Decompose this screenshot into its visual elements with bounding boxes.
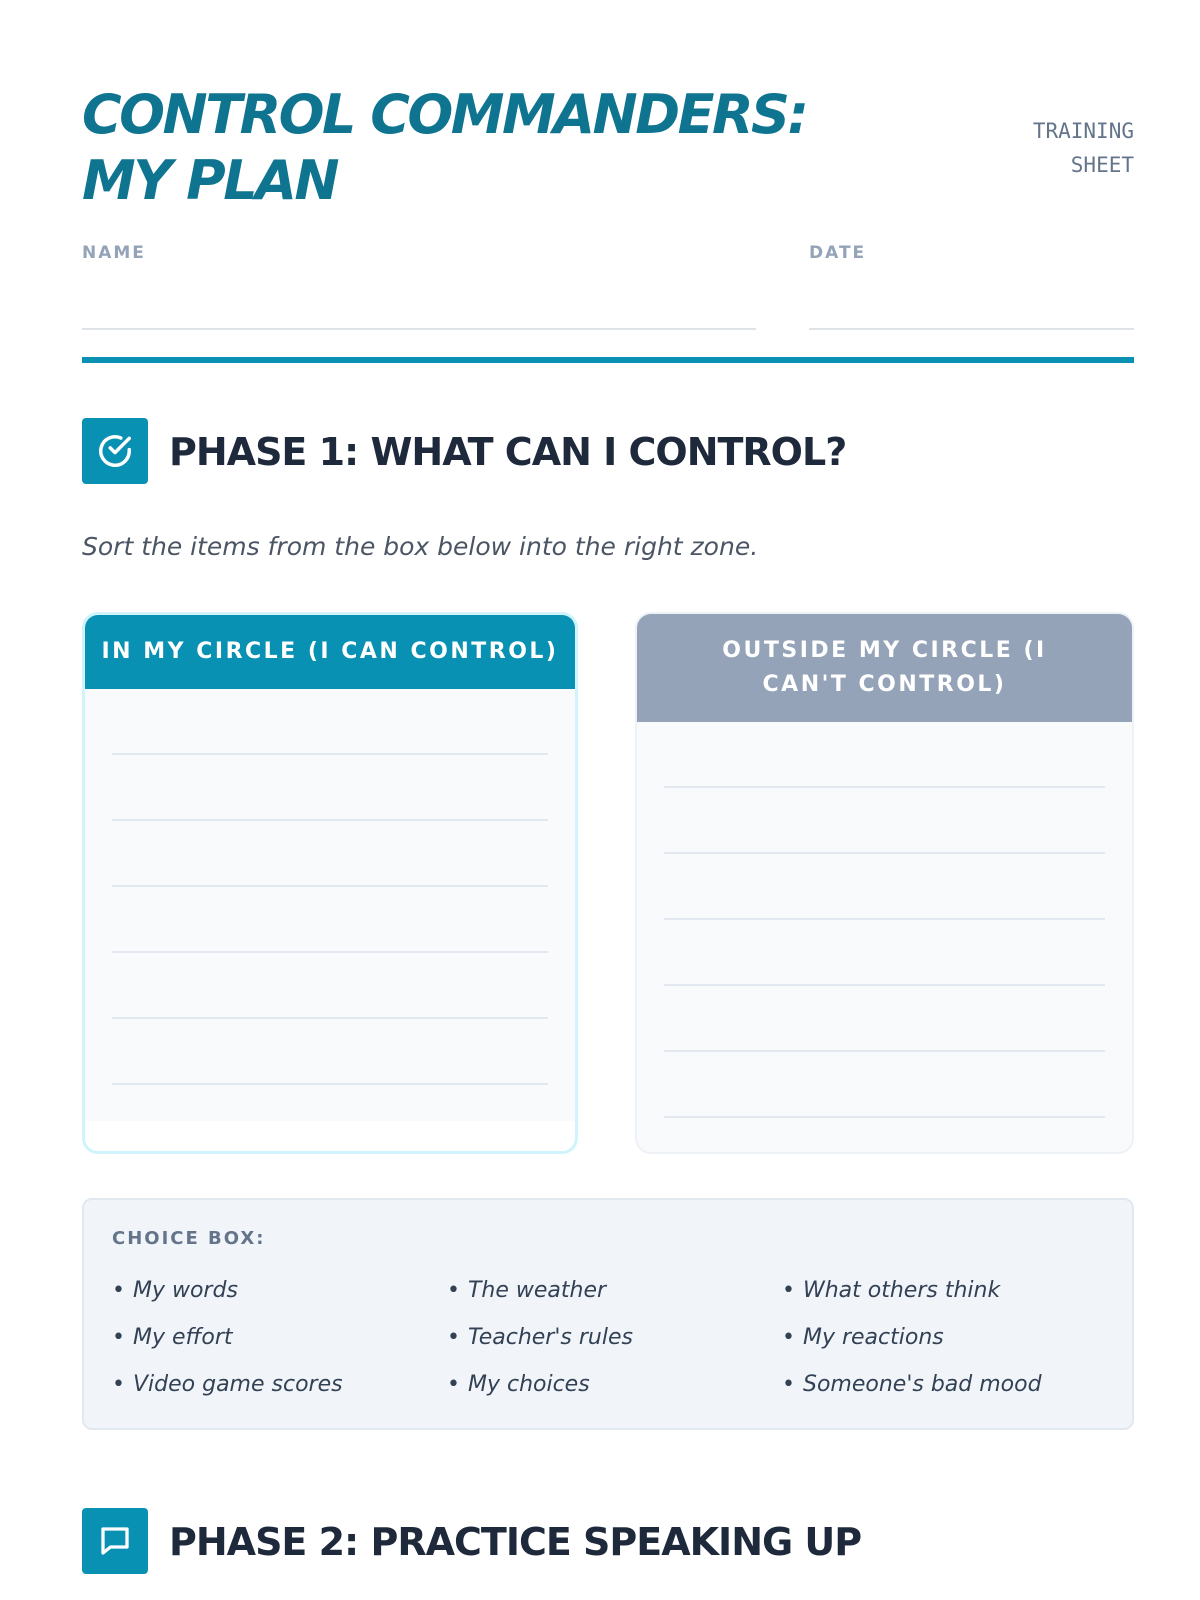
date-label: DATE	[809, 243, 867, 263]
choice-item: • Video game scores	[112, 1372, 343, 1397]
header-divider	[82, 357, 1134, 363]
writing-line[interactable]	[664, 852, 1105, 854]
writing-line[interactable]	[664, 1116, 1105, 1118]
choice-item-label: My choices	[467, 1372, 590, 1397]
title-line-1: CONTROL COMMANDERS:	[82, 83, 807, 146]
sheet-tag-line-1: TRAINING	[1032, 119, 1134, 143]
zone-in-writing-area[interactable]	[85, 689, 575, 1121]
page-title	[82, 82, 942, 214]
choice-box	[82, 1198, 1134, 1430]
writing-line[interactable]	[112, 1083, 548, 1085]
speech-bubble-icon	[82, 1508, 148, 1574]
writing-line[interactable]	[112, 951, 548, 953]
zone-out-writing-area[interactable]	[637, 722, 1132, 1154]
phase-2-title: PHASE 2: PRACTICE SPEAKING UP	[169, 1520, 862, 1564]
title-line-2: MY PLAN	[82, 149, 338, 212]
choice-item: • Teacher's rules	[447, 1325, 633, 1350]
phase-1-title: PHASE 1: WHAT CAN I CONTROL?	[169, 430, 847, 474]
writing-line[interactable]	[112, 819, 548, 821]
choice-item-label: My words	[132, 1278, 238, 1303]
zone-out-title: OUTSIDE MY CIRCLE (I CAN'T CONTROL)	[637, 614, 1132, 722]
date-field[interactable]	[809, 328, 1134, 330]
writing-line[interactable]	[112, 1017, 548, 1019]
worksheet-page	[82, 0, 1134, 1600]
choice-item: • My words	[112, 1278, 238, 1303]
choice-box-title: CHOICE BOX:	[112, 1228, 266, 1249]
name-field[interactable]	[82, 328, 756, 330]
check-circle-icon	[82, 418, 148, 484]
choice-item-label: Video game scores	[132, 1372, 343, 1397]
phase-1-instruction: Sort the items from the box below into the right zone.	[82, 532, 759, 561]
choice-item: • My choices	[447, 1372, 590, 1397]
writing-line[interactable]	[112, 753, 548, 755]
sheet-tag	[974, 114, 1134, 182]
choice-item-label: Teacher's rules	[467, 1325, 633, 1350]
choice-item-label: Someone's bad mood	[802, 1372, 1042, 1397]
choice-item: • What others think	[782, 1278, 1001, 1303]
name-label: NAME	[82, 243, 146, 263]
zone-in-my-circle[interactable]	[82, 612, 578, 1154]
choice-item: • Someone's bad mood	[782, 1372, 1042, 1397]
choice-item: • My effort	[112, 1325, 233, 1350]
writing-line[interactable]	[664, 918, 1105, 920]
header	[82, 82, 1134, 222]
choice-item: • The weather	[447, 1278, 607, 1303]
choice-item-label: The weather	[467, 1278, 607, 1303]
choice-item: • My reactions	[782, 1325, 944, 1350]
choice-item-label: What others think	[802, 1278, 1001, 1303]
writing-line[interactable]	[664, 1050, 1105, 1052]
phase-2-heading	[82, 1508, 1134, 1574]
sheet-tag-line-2: SHEET	[1070, 153, 1134, 177]
zone-outside-my-circle[interactable]	[635, 612, 1134, 1154]
choice-item-label: My reactions	[802, 1325, 944, 1350]
phase-1-heading	[82, 418, 1134, 484]
writing-line[interactable]	[664, 984, 1105, 986]
writing-line[interactable]	[664, 786, 1105, 788]
choice-item-label: My effort	[132, 1325, 233, 1350]
zone-in-title: IN MY CIRCLE (I CAN CONTROL)	[85, 615, 575, 689]
writing-line[interactable]	[112, 885, 548, 887]
